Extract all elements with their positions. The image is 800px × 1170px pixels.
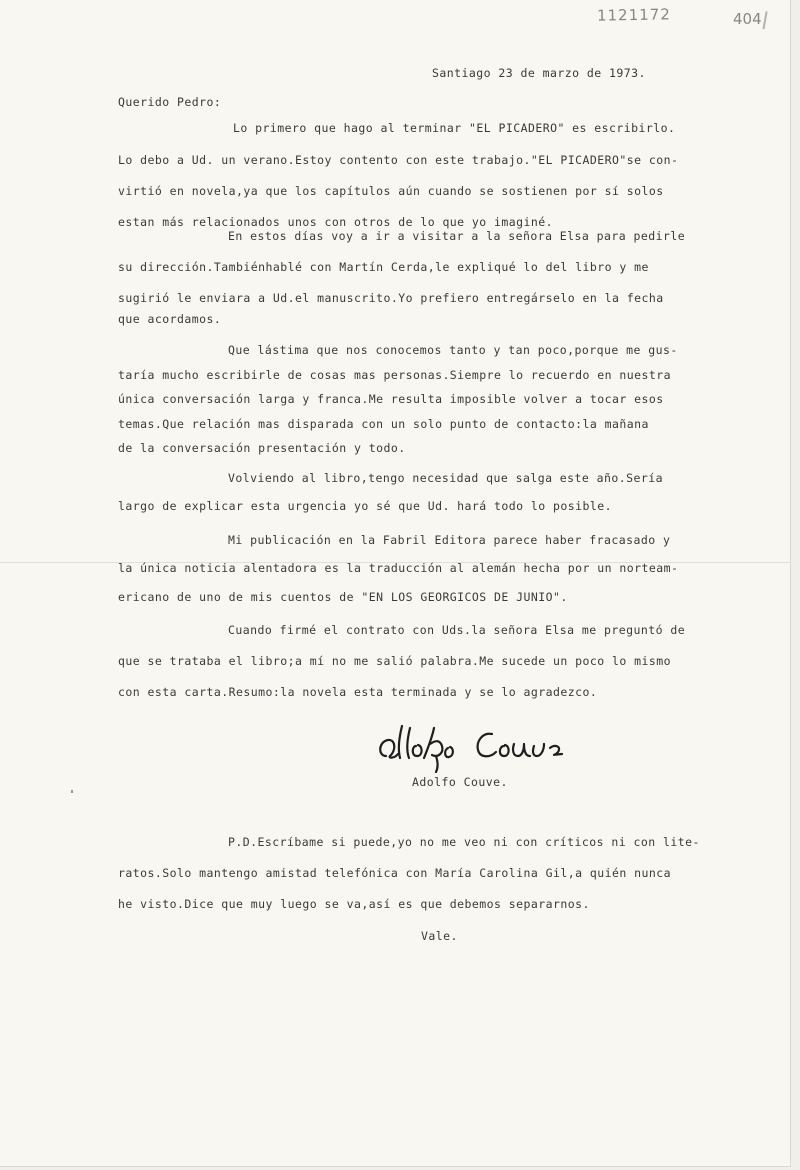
letter-line: ericano de uno de mis cuentos de "EN LOS GEORGICOS DE JUNIO". xyxy=(118,590,568,604)
signature-typed-name: Adolfo Couve. xyxy=(412,775,508,789)
letter-dateline: Santiago 23 de marzo de 1973. xyxy=(432,66,646,80)
letter-line: temas.Que relación mas disparada con un solo punto de contacto:la mañana xyxy=(118,417,649,431)
postscript-line: he visto.Dice que muy luego se va,así es que debemos separarnos. xyxy=(118,897,590,911)
pencil-stroke-mark xyxy=(763,11,776,30)
letter-line: estan más relacionados unos con otros de lo que yo imaginé. xyxy=(118,215,554,229)
postscript-line: ratos.Solo mantengo amistad telefónica con María Carolina Gil,a quién nunca xyxy=(118,866,672,880)
letter-line: que se trataba el libro;a mí no me salió palabra.Me sucede un poco lo mismo xyxy=(118,654,672,668)
letter-line: Volviendo al libro,tengo necesidad que salga este año.Sería xyxy=(228,471,664,485)
letter-line: que acordamos. xyxy=(118,312,222,326)
letter-line: taría mucho escribirle de cosas mas personas.Siempre lo recuerdo en nuestra xyxy=(118,368,672,382)
letter-line: Cuando firmé el contrato con Uds.la señora Elsa me preguntó de xyxy=(228,623,686,637)
letter-line: Que lástima que nos conocemos tanto y tan poco,porque me gus- xyxy=(228,343,678,357)
letter-line: Lo debo a Ud. un verano.Estoy contento con este trabajo."EL PICADERO"se con- xyxy=(118,153,679,167)
letter-line: En estos días voy a ir a visitar a la señora Elsa para pedirle xyxy=(228,229,686,243)
letter-line: sugirió le enviara a Ud.el manuscrito.Yo prefiero entregárselo en la fecha xyxy=(118,291,664,305)
letter-salutation: Querido Pedro: xyxy=(118,95,222,109)
postscript-line: P.D.Escríbame si puede,yo no me veo ni con críticos ni con lite- xyxy=(228,835,700,849)
letter-line: la única noticia alentadora es la traducción al alemán hecha por un norteam- xyxy=(118,561,679,575)
handwritten-signature xyxy=(372,718,572,773)
margin-mark xyxy=(71,790,73,793)
archive-id-annotation: 1121172 xyxy=(596,5,671,25)
letter-line: con esta carta.Resumo:la novela esta terminada y se lo agradezco. xyxy=(118,685,598,699)
letter-line: largo de explicar esta urgencia yo sé que Ud. hará todo lo posible. xyxy=(118,499,613,513)
letter-line: única conversación larga y franca.Me resulta imposible volver a tocar esos xyxy=(118,392,664,406)
letter-closing: Vale. xyxy=(421,929,458,943)
letter-line: de la conversación presentación y todo. xyxy=(118,441,406,455)
letter-line: virtió en novela,ya que los capítulos aún cuando se sostienen por sí solos xyxy=(118,184,664,198)
page-number-annotation: 404 xyxy=(733,10,762,28)
letter-line: Lo primero que hago al terminar "EL PICADERO" es escribirlo. xyxy=(233,121,676,135)
letter-line: su dirección.Tambiénhablé con Martín Cerda,le expliqué lo del libro y me xyxy=(118,260,649,274)
letter-line: Mi publicación en la Fabril Editora parece haber fracasado y xyxy=(228,533,671,547)
